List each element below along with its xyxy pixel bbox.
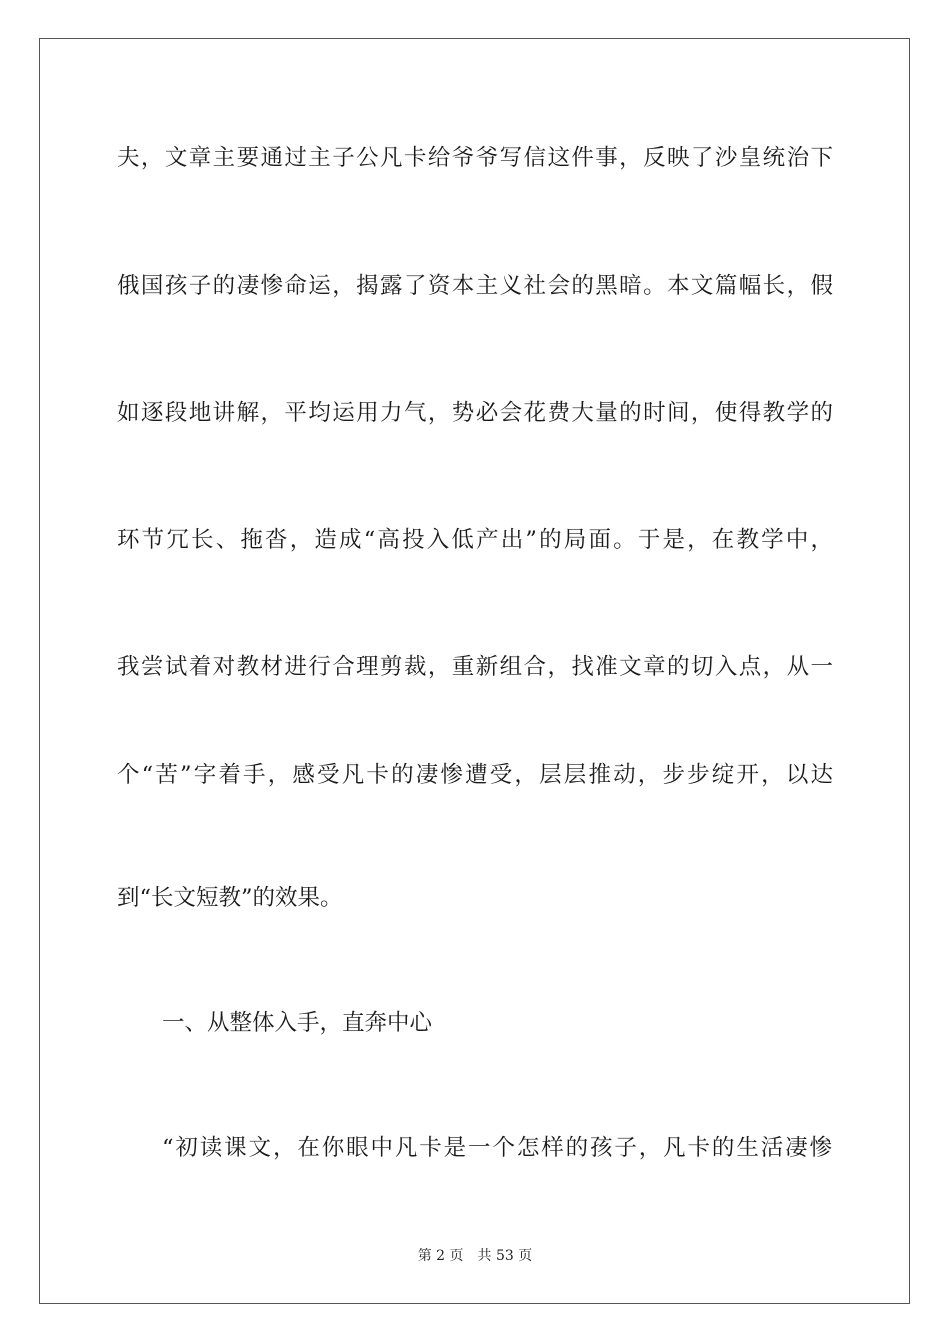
paragraph-line: 到“长文短教”的效果。: [117, 885, 343, 911]
paragraph-line: 俄国孩子的凄惨命运，揭露了资本主义社会的黑暗。本文篇幅长，假: [117, 273, 833, 299]
paragraph-line: 如逐段地讲解，平均运用力气，势必会花费大量的时间，使得教学的: [117, 400, 833, 426]
page-number: 第 2 页: [417, 1248, 464, 1264]
paragraph-line: “初读课文，在你眼中凡卡是一个怎样的孩子，凡卡的生活凄惨: [162, 1135, 832, 1161]
paragraph-line: 环节冗长、拖沓，造成“高投入低产出”的局面。于是，在教学中，: [117, 527, 833, 553]
page-total: 共 53 页: [477, 1248, 533, 1264]
paragraph-line: 个“苦”字着手，感受凡卡的凄惨遭受，层层推动，步步绽开，以达: [117, 762, 833, 788]
page-footer: [0, 1246, 950, 1266]
section-heading: 一、从整体入手，直奔中心: [162, 1010, 433, 1036]
paragraph-line: 夫，文章主要通过主子公凡卡给爷爷写信这件事，反映了沙皇统治下: [117, 145, 833, 171]
paragraph-line: 我尝试着对教材进行合理剪裁，重新组合，找准文章的切入点，从一: [117, 654, 833, 680]
